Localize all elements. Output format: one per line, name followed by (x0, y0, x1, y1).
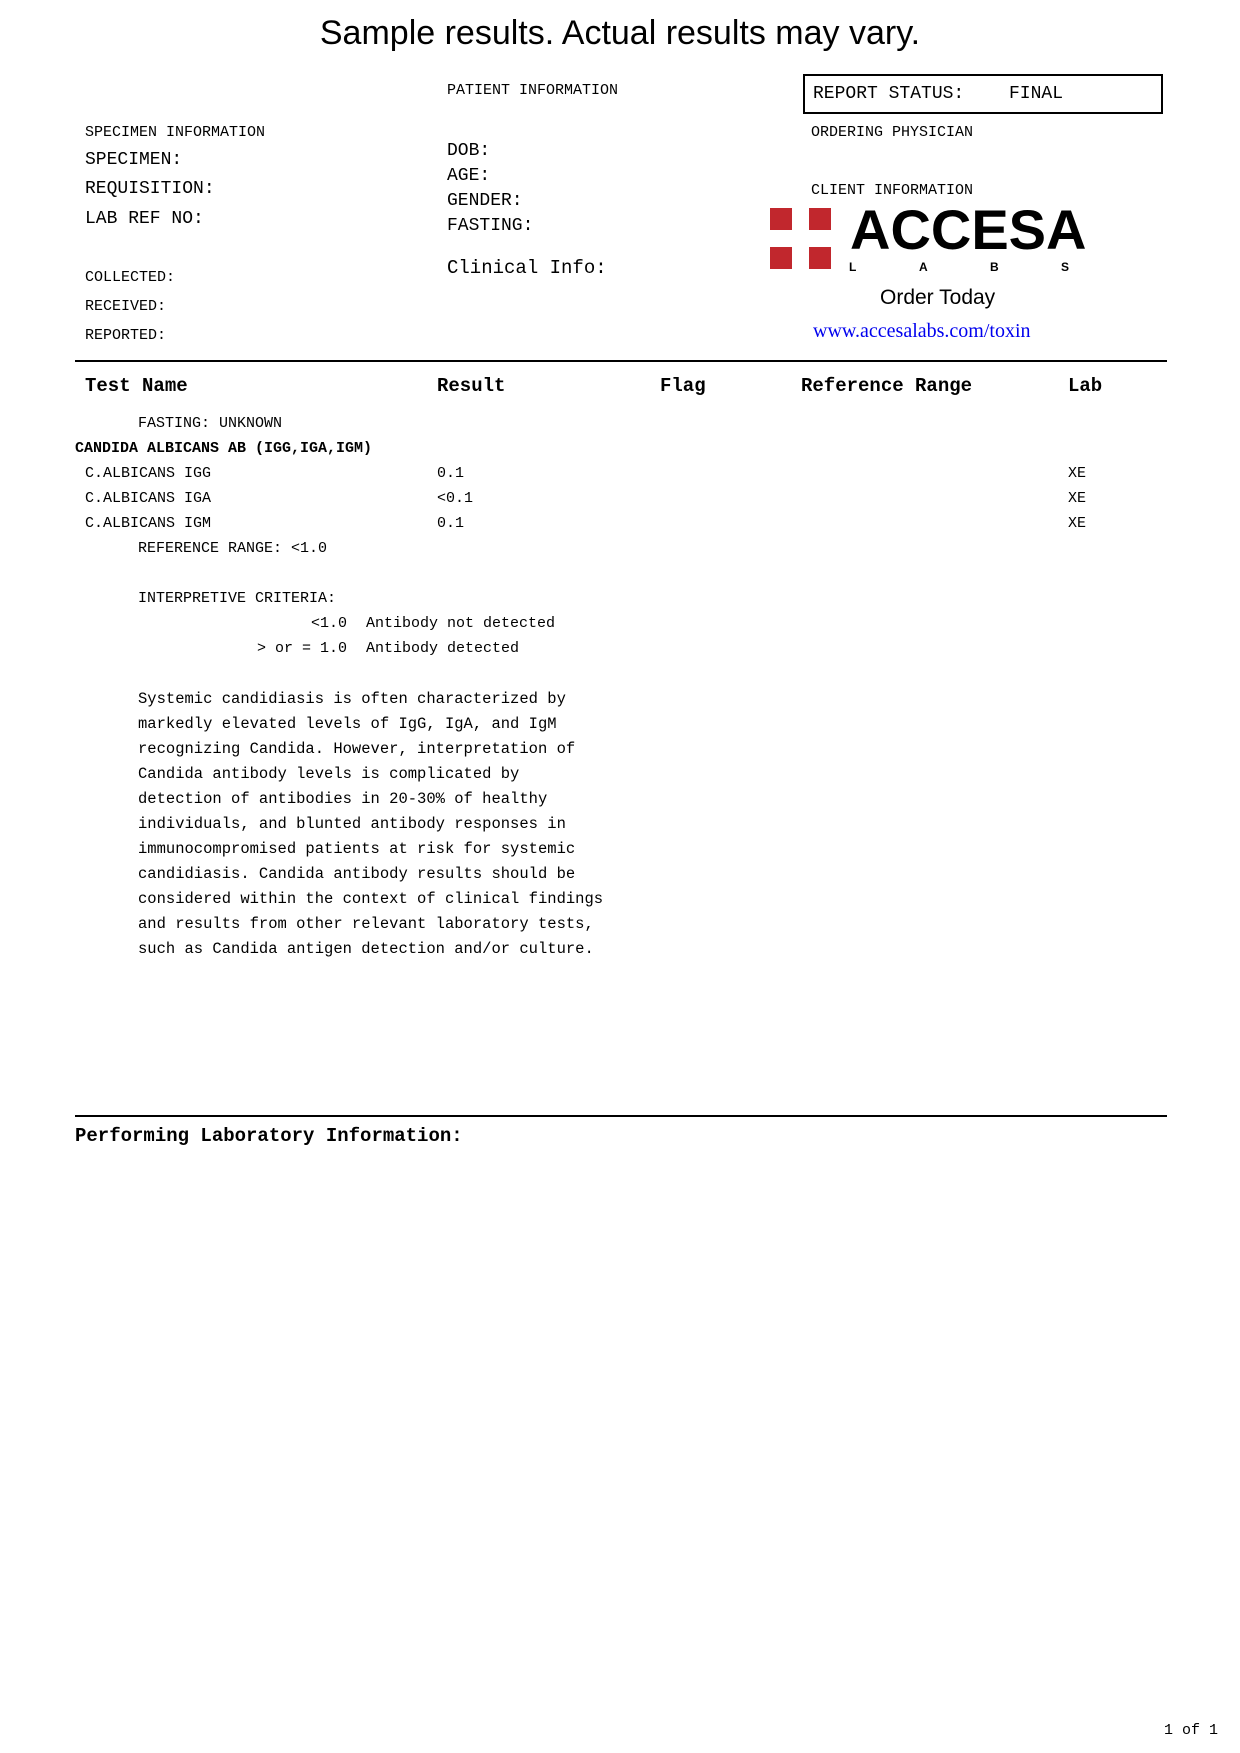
col-header-flag: Flag (660, 375, 706, 397)
received-label: RECEIVED: (85, 298, 167, 315)
logo-sub-letter: B (990, 260, 999, 274)
ordering-physician-heading: ORDERING PHYSICIAN (811, 124, 974, 141)
dob-label: DOB: (447, 141, 491, 161)
specimen-info-heading: SPECIMEN INFORMATION (85, 124, 266, 141)
paragraph-line: Candida antibody levels is complicated by (138, 765, 520, 783)
paragraph-line: considered within the context of clinical findings (138, 890, 604, 908)
logo-sub-letter: L (849, 260, 857, 274)
test-name: C.ALBICANS IGM (85, 515, 212, 532)
order-link[interactable]: www.accesalabs.com/toxin (813, 320, 1031, 342)
logo-square (770, 247, 792, 269)
report-status-label: REPORT STATUS: (813, 84, 965, 104)
collected-label: COLLECTED: (85, 269, 176, 286)
criteria-meaning: Antibody not detected (366, 615, 556, 632)
clinical-info-label: Clinical Info: (447, 257, 607, 279)
test-result: 0.1 (437, 465, 465, 482)
patient-info-heading: PATIENT INFORMATION (447, 82, 619, 99)
paragraph-line: markedly elevated levels of IgG, IgA, and IgM (138, 715, 557, 733)
paragraph-line: such as Candida antigen detection and/or culture. (138, 940, 594, 958)
test-lab: XE (1068, 490, 1087, 507)
interpretive-criteria-heading: INTERPRETIVE CRITERIA: (138, 590, 337, 607)
report-status-box (803, 74, 1163, 114)
report-status-value: FINAL (1009, 84, 1064, 104)
paragraph-line: immunocompromised patients at risk for systemic (138, 840, 576, 858)
col-header-test-name: Test Name (85, 375, 188, 397)
criteria-threshold: <1.0 (310, 615, 347, 632)
criteria-threshold: > or = 1.0 (256, 640, 347, 657)
criteria-meaning: Antibody detected (366, 640, 520, 657)
logo-square (809, 208, 831, 230)
age-label: AGE: (447, 166, 491, 186)
logo-square (809, 247, 831, 269)
performing-lab-heading: Performing Laboratory Information: (75, 1125, 463, 1147)
paragraph-line: and results from other relevant laboratory tests, (138, 915, 594, 933)
fasting-label: FASTING: (447, 216, 534, 236)
page-number: 1 of 1 (1163, 1722, 1218, 1739)
test-name: C.ALBICANS IGG (85, 465, 212, 482)
header-divider (75, 360, 1167, 362)
requisition-label: REQUISITION: (85, 179, 215, 199)
paragraph-line: individuals, and blunted antibody responses in (138, 815, 566, 833)
panel-title: CANDIDA ALBICANS AB (IGG,IGA,IGM) (75, 440, 373, 457)
footer-divider (75, 1115, 1167, 1117)
test-lab: XE (1068, 515, 1087, 532)
logo-sub-letter: S (1061, 260, 1070, 274)
reported-label: REPORTED: (85, 327, 167, 344)
col-header-reference-range: Reference Range (801, 375, 973, 397)
sample-results-banner: Sample results. Actual results may vary. (319, 14, 921, 52)
paragraph-line: Systemic candidiasis is often characterized by (138, 690, 566, 708)
col-header-result: Result (437, 375, 506, 397)
test-result: 0.1 (437, 515, 465, 532)
test-lab: XE (1068, 465, 1087, 482)
test-result: <0.1 (437, 490, 474, 507)
logo-square (770, 208, 792, 230)
col-header-lab: Lab (1068, 375, 1103, 397)
logo-sub-letter: A (919, 260, 928, 274)
accesa-logo-word: ACCESA (850, 198, 1087, 261)
gender-label: GENDER: (447, 191, 523, 211)
lab-ref-no-label: LAB REF NO: (85, 209, 204, 229)
reference-range-note: REFERENCE RANGE: <1.0 (138, 540, 328, 557)
fasting-note: FASTING: UNKNOWN (138, 415, 283, 432)
paragraph-line: candidiasis. Candida antibody results should be (138, 865, 576, 883)
paragraph-line: recognizing Candida. However, interpretation of (138, 740, 576, 758)
specimen-label: SPECIMEN: (85, 150, 183, 170)
order-today-text: Order Today (880, 286, 996, 309)
test-name: C.ALBICANS IGA (85, 490, 212, 507)
client-info-heading: CLIENT INFORMATION (811, 182, 974, 199)
paragraph-line: detection of antibodies in 20-30% of healthy (138, 790, 548, 808)
